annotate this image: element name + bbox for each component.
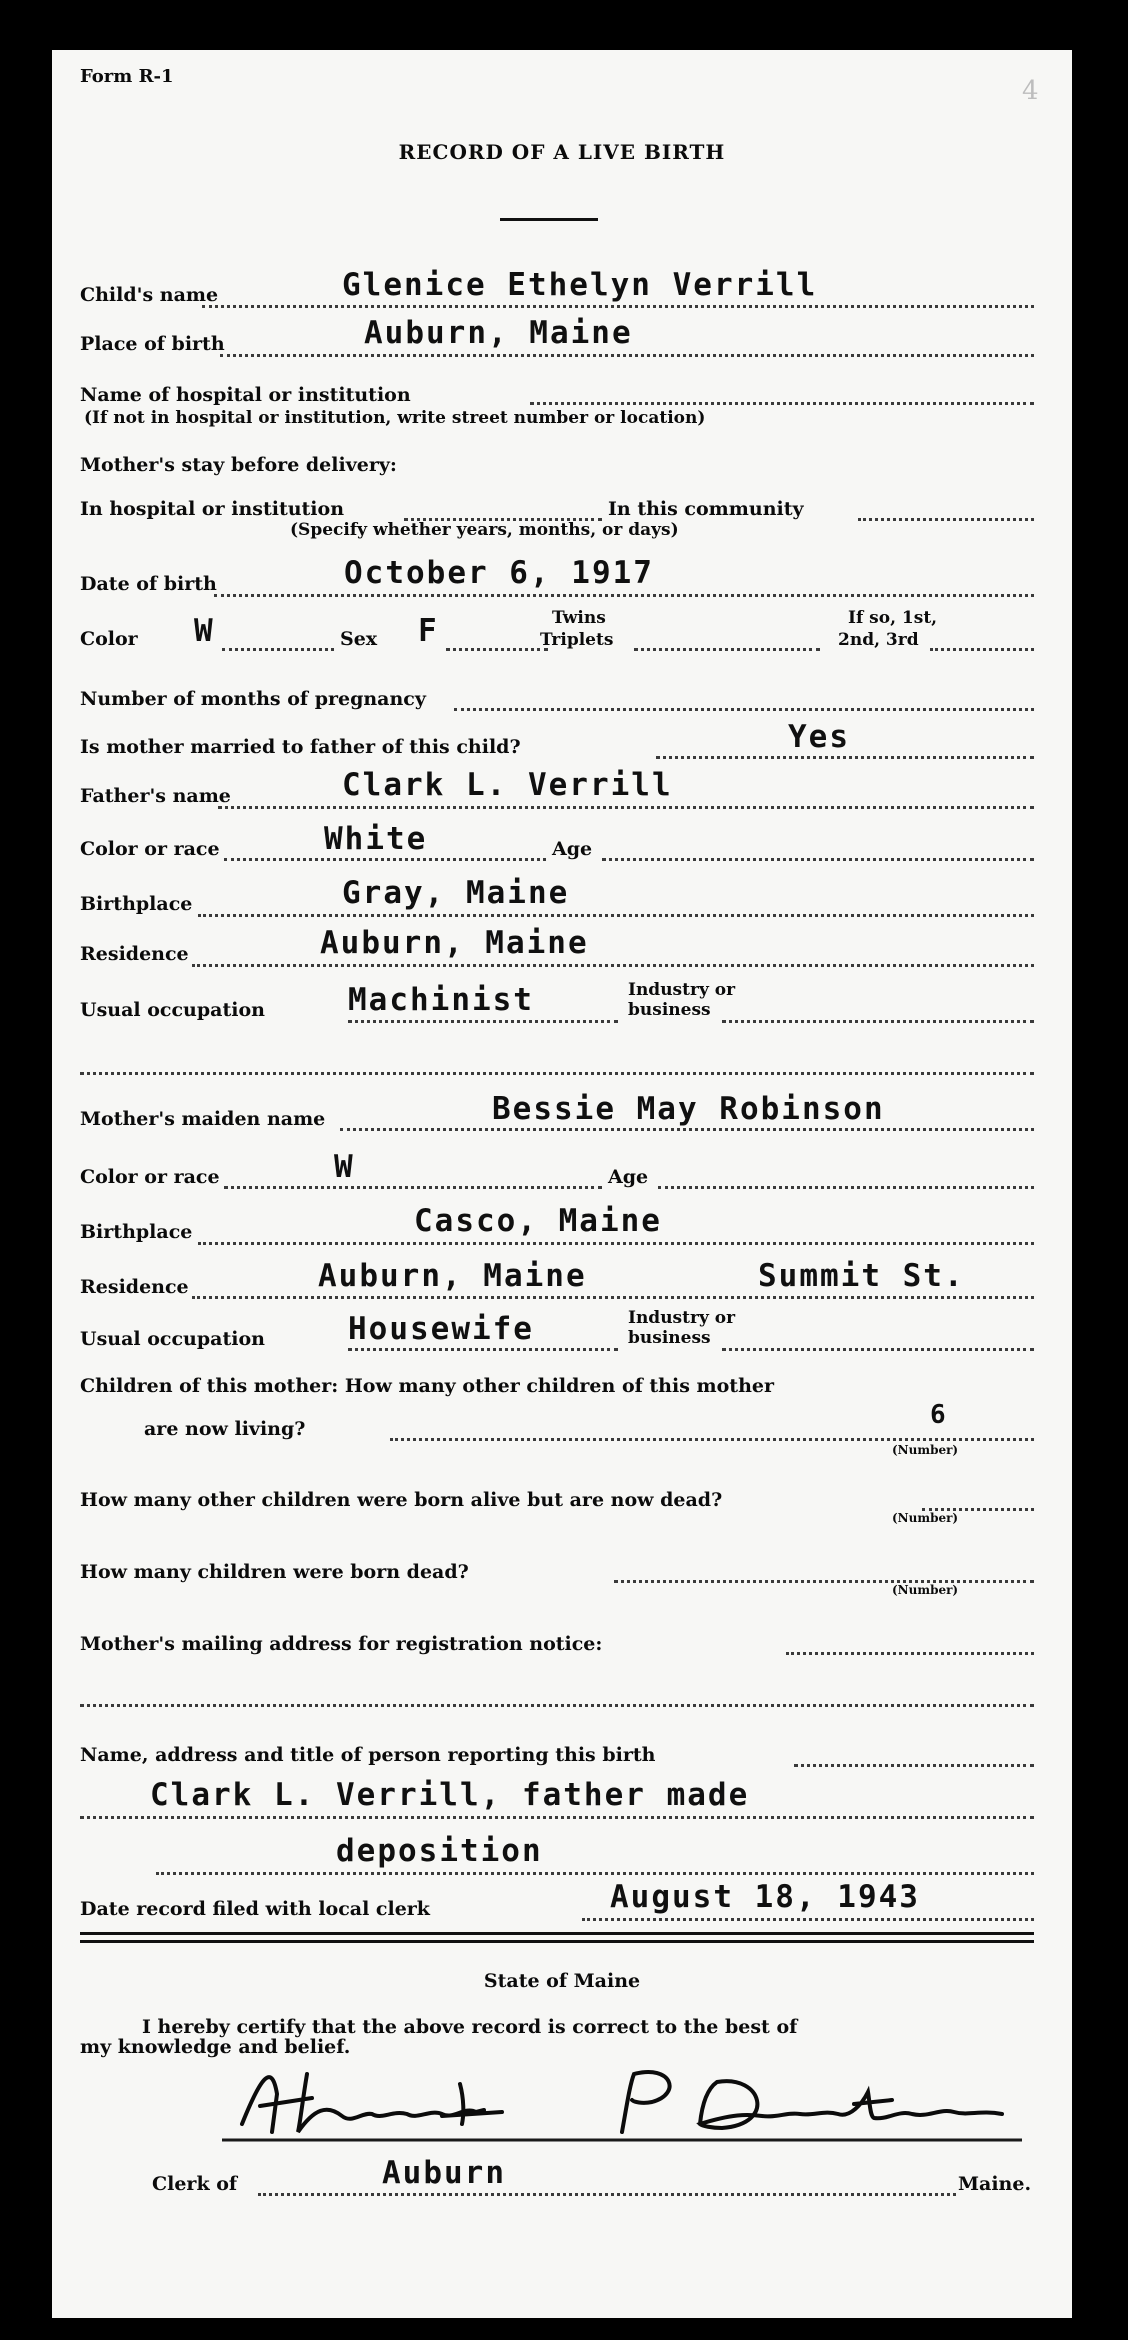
line-father-name [218,806,1034,809]
value-mother-street: Summit St. [758,1258,965,1294]
form-title: RECORD OF A LIVE BIRTH [398,140,726,164]
value-mother-color: W [334,1149,355,1185]
value-color: W [194,613,215,649]
value-father-color: White [324,821,428,857]
line-father-residence [192,964,1034,967]
line-mother-maiden-name [340,1128,1034,1131]
label-mother-color: Color or race [80,1166,220,1188]
value-date-of-birth: October 6, 1917 [344,555,654,591]
line-father-occupation [348,1020,618,1023]
label-hospital: Name of hospital or institution [80,384,411,406]
value-reporter-line1: Clark L. Verrill, father made [150,1777,750,1813]
label-mothers-stay: Mother's stay before delivery: [80,454,397,476]
line-mother-color [224,1186,602,1189]
line-mother-residence [192,1296,1034,1299]
line-mother-industry [722,1348,1034,1351]
corner-mark: 4 [1022,76,1039,106]
value-child-name: Glenice Ethelyn Verrill [342,267,818,303]
double-rule-top [80,1932,1034,1935]
certify-line1: I hereby certify that the above record is correct to the best of [142,2016,798,2038]
title-underline [500,218,598,221]
label-father-occupation: Usual occupation [80,999,265,1021]
value-father-birthplace: Gray, Maine [342,875,570,911]
line-father-birthplace [198,914,1034,917]
label-in-community: In this community [608,498,804,520]
line-married [656,756,1034,759]
label-mother-industry: Industry or [628,1308,736,1328]
label-sex: Sex [340,628,378,650]
label-place-of-birth: Place of birth [80,333,225,355]
line-child-name [202,305,1034,308]
line-born-dead [614,1580,1034,1583]
label-date-filed: Date record filed with local clerk [80,1898,430,1920]
label-twins: Twins [552,608,606,628]
birth-record-form [52,50,1072,2318]
value-sex: F [418,613,439,649]
line-color [222,648,334,651]
label-child-name: Child's name [80,284,219,306]
label-father-color: Color or race [80,838,220,860]
value-mother-residence: Auburn, Maine [318,1258,587,1294]
line-date-filed [582,1918,1034,1921]
line-mailing-address-2 [80,1704,1034,1707]
line-children-living [390,1438,1034,1441]
line-hospital [530,402,1034,405]
label-children-line1: Children of this mother: How many other children of this mother [80,1375,774,1397]
line-father-age [602,858,1034,861]
value-mother-maiden-name: Bessie May Robinson [492,1091,885,1127]
line-in-community [858,518,1034,521]
label-mother-business: business [628,1328,711,1348]
number-note-1: (Number) [892,1443,959,1457]
line-father-extra [80,1072,1034,1075]
label-maine-suffix: Maine. [958,2173,1032,2195]
label-born-dead: How many children were born dead? [80,1561,469,1583]
label-father-industry: Industry or [628,980,736,1000]
label-father-birthplace: Birthplace [80,893,193,915]
label-2nd-3rd: 2nd, 3rd [838,630,919,650]
clerk-signature [202,2054,1042,2146]
label-father-business: business [628,1000,711,1020]
label-if-so: If so, 1st, [848,608,938,628]
line-reporter-1 [80,1816,1034,1819]
certify-line2: my knowledge and belief. [80,2036,351,2058]
value-other-children-living: 6 [930,1400,948,1430]
label-in-hospital: In hospital or institution [80,498,345,520]
line-mailing-address [786,1652,1034,1655]
line-order [930,648,1034,651]
label-children-line2: are now living? [144,1418,306,1440]
label-color: Color [80,628,138,650]
label-months-pregnancy: Number of months of pregnancy [80,688,426,710]
double-rule-bottom [80,1940,1034,1943]
value-clerk-town: Auburn [382,2155,506,2191]
value-father-occupation: Machinist [348,982,534,1018]
label-triplets: Triplets [540,630,614,650]
label-date-of-birth: Date of birth [80,573,217,595]
line-mother-birthplace [198,1242,1034,1245]
label-mother-birthplace: Birthplace [80,1221,193,1243]
label-father-residence: Residence [80,943,189,965]
line-reporting-person [794,1764,1034,1767]
line-mother-age [658,1186,1034,1189]
state-heading: State of Maine [483,1970,641,1992]
line-father-color [224,858,546,861]
label-mother-occupation: Usual occupation [80,1328,265,1350]
form-id: Form R-1 [80,66,174,87]
value-reporter-line2: deposition [336,1833,543,1869]
line-twins [634,648,820,651]
stay-note: (Specify whether years, months, or days) [290,520,679,540]
value-father-residence: Auburn, Maine [320,925,589,961]
line-date-of-birth [214,594,1034,597]
label-reporting-person: Name, address and title of person reporting this birth [80,1744,656,1766]
number-note-3: (Number) [892,1583,959,1597]
label-mother-maiden-name: Mother's maiden name [80,1108,326,1130]
label-mother-age: Age [608,1166,649,1188]
label-clerk-of: Clerk of [152,2173,238,2195]
label-mother-residence: Residence [80,1276,189,1298]
hospital-note: (If not in hospital or institution, write street number or location) [84,408,706,428]
label-mailing-address: Mother's mailing address for registration notice: [80,1633,603,1655]
line-father-industry [722,1020,1034,1023]
label-father-name: Father's name [80,785,231,807]
label-dead-question: How many other children were born alive but are now dead? [80,1489,723,1511]
value-married: Yes [788,719,850,755]
line-sex [446,648,548,651]
value-date-filed: August 18, 1943 [610,1879,920,1915]
label-married: Is mother married to father of this child? [80,736,521,758]
label-father-age: Age [552,838,593,860]
line-months-pregnancy [454,708,1034,711]
value-mother-birthplace: Casco, Maine [414,1203,662,1239]
line-mother-occupation [348,1348,618,1351]
value-mother-occupation: Housewife [348,1311,534,1347]
line-reporter-2 [156,1872,1034,1875]
line-place-of-birth [220,354,1034,357]
line-clerk-town [258,2193,956,2196]
value-father-name: Clark L. Verrill [342,767,673,803]
number-note-2: (Number) [892,1511,959,1525]
value-place-of-birth: Auburn, Maine [364,315,633,351]
